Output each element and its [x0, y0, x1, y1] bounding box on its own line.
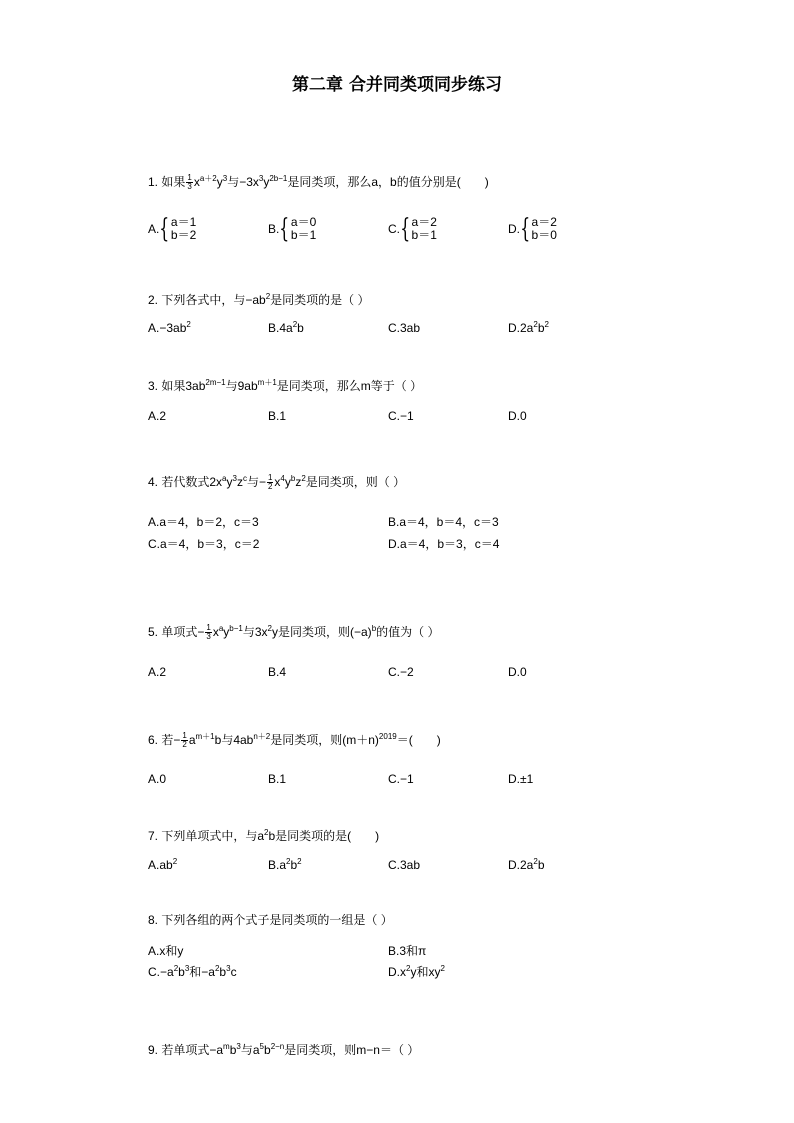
- question-number: 2.: [148, 293, 159, 307]
- q8-option-a[interactable]: A.x和y: [148, 944, 184, 958]
- question-number: 4.: [148, 475, 159, 489]
- question-9: 9. 若单项式$-a^mb^3$与$a^5b^{2-n}$是同类项，则m−n＝（ ）: [148, 1042, 420, 1057]
- question-number: 3.: [148, 379, 159, 393]
- q8-option-d[interactable]: $D.x^2y$和$xy^2$: [388, 964, 445, 979]
- q3-option-b[interactable]: B.1: [268, 409, 287, 423]
- q8-option-b[interactable]: B.3和π: [388, 944, 427, 958]
- q6-option-a[interactable]: A.0: [148, 772, 167, 786]
- question-1: 1. 如果 $\frac{1}{3}$ $x^{a+2}y^3$与$-3x^3y^{2b-1}$是同类项，那么a，b的值分别是( ): [148, 173, 489, 192]
- q2-option-b[interactable]: $B.4a^2b$: [268, 320, 304, 335]
- q7-option-a[interactable]: $A.ab^2$: [148, 857, 178, 872]
- q5-option-d[interactable]: D.0: [508, 665, 527, 679]
- question-number: 9.: [148, 1043, 159, 1057]
- page-title: 第二章 合并同类项同步练习: [292, 75, 502, 95]
- question-6: 6. 若− $\frac{1}{2}$ $a^{m+1}b$与$4ab^{n+2}$是同类项，则$(m+n)^{2019}=$( ): [148, 731, 441, 750]
- fraction: $\frac{1}{2}$: [267, 473, 273, 492]
- q2-option-a[interactable]: $A.-3ab^2$: [148, 320, 191, 335]
- q6-option-c[interactable]: C.−1: [388, 772, 414, 786]
- q3-option-a[interactable]: A.2: [148, 409, 167, 423]
- question-8: 8. 下列各组的两个式子是同类项的一组是（ ）: [148, 913, 393, 927]
- q2-option-c[interactable]: C.3ab: [388, 321, 421, 335]
- question-3: 3. 如果$3ab^{2m-1}$与$9ab^{m+1}$是同类项，那么m等于（ ）: [148, 378, 423, 393]
- q5-option-b[interactable]: B.4: [268, 665, 287, 679]
- q4-option-b[interactable]: B.a＝4，b＝4，c＝3: [388, 515, 499, 529]
- q3-option-d[interactable]: D.0: [508, 409, 527, 423]
- question-2: 2. 下列各式中，与$-ab^2$是同类项的是（ ）: [148, 292, 370, 307]
- question-number: 6.: [148, 733, 159, 747]
- q1-option-d[interactable]: D. { a＝2 b＝0: [508, 214, 557, 244]
- question-7: 7. 下列单项式中，与$a^2b$是同类项的是( ): [148, 828, 380, 843]
- q7-option-b[interactable]: $B.a^2b^2$: [268, 857, 302, 872]
- q6-option-d[interactable]: D.±1: [508, 772, 534, 786]
- q8-option-c[interactable]: $C.-a^2b^3$和$-a^2b^3c$: [148, 964, 237, 979]
- question-4: 4. 若代数式$2x^ay^3z^c$与− $\frac{1}{2}$ $x^4y^bz^2$是同类项，则（ ）: [148, 473, 406, 492]
- q2-option-d[interactable]: $D.2a^2b^2$: [508, 320, 549, 335]
- q5-option-a[interactable]: A.2: [148, 665, 167, 679]
- q4-option-d[interactable]: D.a＝4，b＝3，c＝4: [388, 537, 500, 551]
- fraction: $\frac{1}{3}$: [187, 173, 192, 192]
- q4-option-a[interactable]: A.a＝4，b＝2，c＝3: [148, 515, 259, 529]
- question-number: 8.: [148, 913, 159, 927]
- q5-option-c[interactable]: C.−2: [388, 665, 414, 679]
- q6-option-b[interactable]: B.1: [268, 772, 287, 786]
- q1-option-a[interactable]: A. { a＝1 b＝2: [148, 214, 197, 244]
- question-5: 5. 单项式− $\frac{1}{3}$ $x^ay^{b-1}$与$3x^2y$是同类项，则$(-a)^b$的值为（ ）: [148, 623, 440, 642]
- fraction: $\frac{1}{2}$: [182, 731, 187, 750]
- q3-option-c[interactable]: C.−1: [388, 409, 414, 423]
- q1-option-c[interactable]: C. { a＝2 b＝1: [388, 214, 437, 244]
- fraction: $\frac{1}{3}$: [206, 623, 211, 642]
- q7-option-d[interactable]: $D.2a^2b$: [508, 857, 545, 872]
- question-number: 5.: [148, 625, 159, 639]
- q1-option-b[interactable]: B. { a＝0 b＝1: [268, 214, 317, 244]
- question-number: 7.: [148, 829, 159, 843]
- q7-option-c[interactable]: C.3ab: [388, 858, 421, 872]
- q4-option-c[interactable]: C.a＝4，b＝3，c＝2: [148, 537, 260, 551]
- question-number: 1.: [148, 175, 159, 189]
